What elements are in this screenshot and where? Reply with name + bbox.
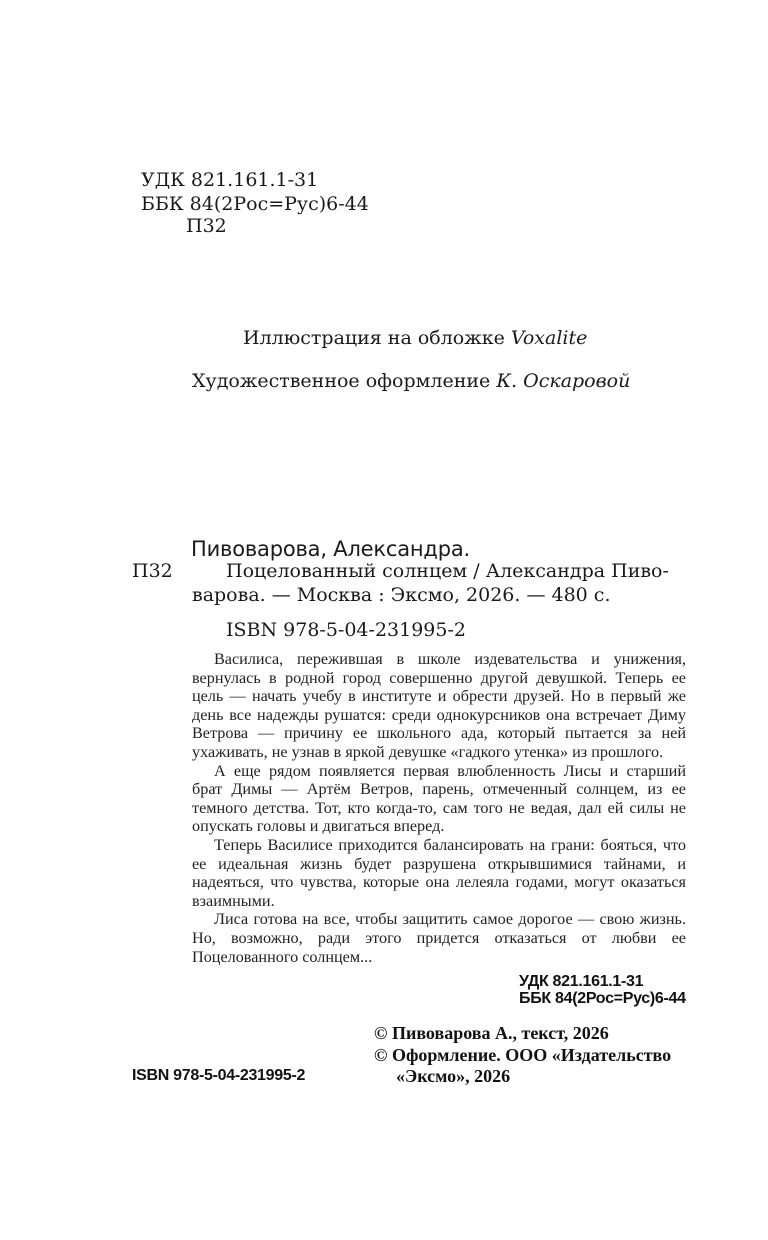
catalog-isbn: ISBN 978-5-04-231995-2 [226, 619, 466, 641]
annotation-paragraph: Василиса, пережившая в школе издевательства и унижения, вернулась в родной город совершенно другой девушкой. Теперь ее цель — начать учебу в институте и обрести друзей. Но в первый же день все надежды рушатся: среди однокурсников она встречает Диму Ветрова — причину ее школьного ада, который пытается за ней ухаживать, не узнав в яркой девушке «гадкого утенка» из прошлого. [192, 650, 686, 761]
bbk-code-top: ББК 84(2Рос=Рус)6-44 [141, 193, 369, 215]
catalog-author-heading: Пивоварова, Александра. [191, 537, 471, 561]
design-label: Художественное оформление [192, 370, 491, 392]
designer-name: К. Оскаровой [496, 370, 631, 392]
author-mark-top: П32 [186, 215, 227, 237]
annotation-paragraph: А еще рядом появляется первая влюбленность Лисы и старший брат Димы — Артём Ветров, парень, отмеченный солнцем, из ее темного детства. Тот, кто когда-то, сам того не ведая, дал ей силы не опускать головы и двигаться вперед. [192, 761, 686, 836]
design-credit [192, 370, 630, 392]
annotation-paragraph: Лиса готова на все, чтобы защитить самое дорогое — свою жизнь. Но, возможно, ради этого придется отказаться от любви ее Поцелованного солнцем... [192, 910, 686, 966]
bbk-code-bottom: ББК 84(2Рос=Рус)6-44 [519, 990, 686, 1007]
catalog-mark: П32 [132, 560, 173, 582]
udk-code-bottom: УДК 821.161.1-31 [519, 973, 644, 990]
annotation-paragraph: Теперь Василисе приходится балансировать на грани: бояться, что ее идеальная жизнь будет разрушена открывшимися тайнами, и надеяться, что чувства, которые она лелеяла годами, могут оказаться взаимными. [192, 835, 686, 910]
isbn-bottom: ISBN 978-5-04-231995-2 [132, 1067, 306, 1084]
annotation-block [192, 650, 686, 966]
catalog-title-line-1: Поцелованный солнцем / Александра Пиво- [226, 560, 669, 582]
catalog-title-line-2: варова. — Москва : Эксмо, 2026. — 480 с. [192, 584, 611, 606]
copyright-text: © Пивоварова А., текст, 2026 [374, 1023, 609, 1043]
udk-code-top: УДК 821.161.1-31 [141, 169, 319, 191]
copyright-design-line-1: © Оформление. ООО «Издательство [374, 1045, 672, 1065]
cover-illustration-artist: Voxalite [510, 327, 588, 349]
copyright-design-line-2: «Эксмо», 2026 [396, 1066, 511, 1086]
cover-illustration-label: Иллюстрация на обложке [243, 327, 505, 349]
cover-illustration-credit [243, 327, 587, 349]
